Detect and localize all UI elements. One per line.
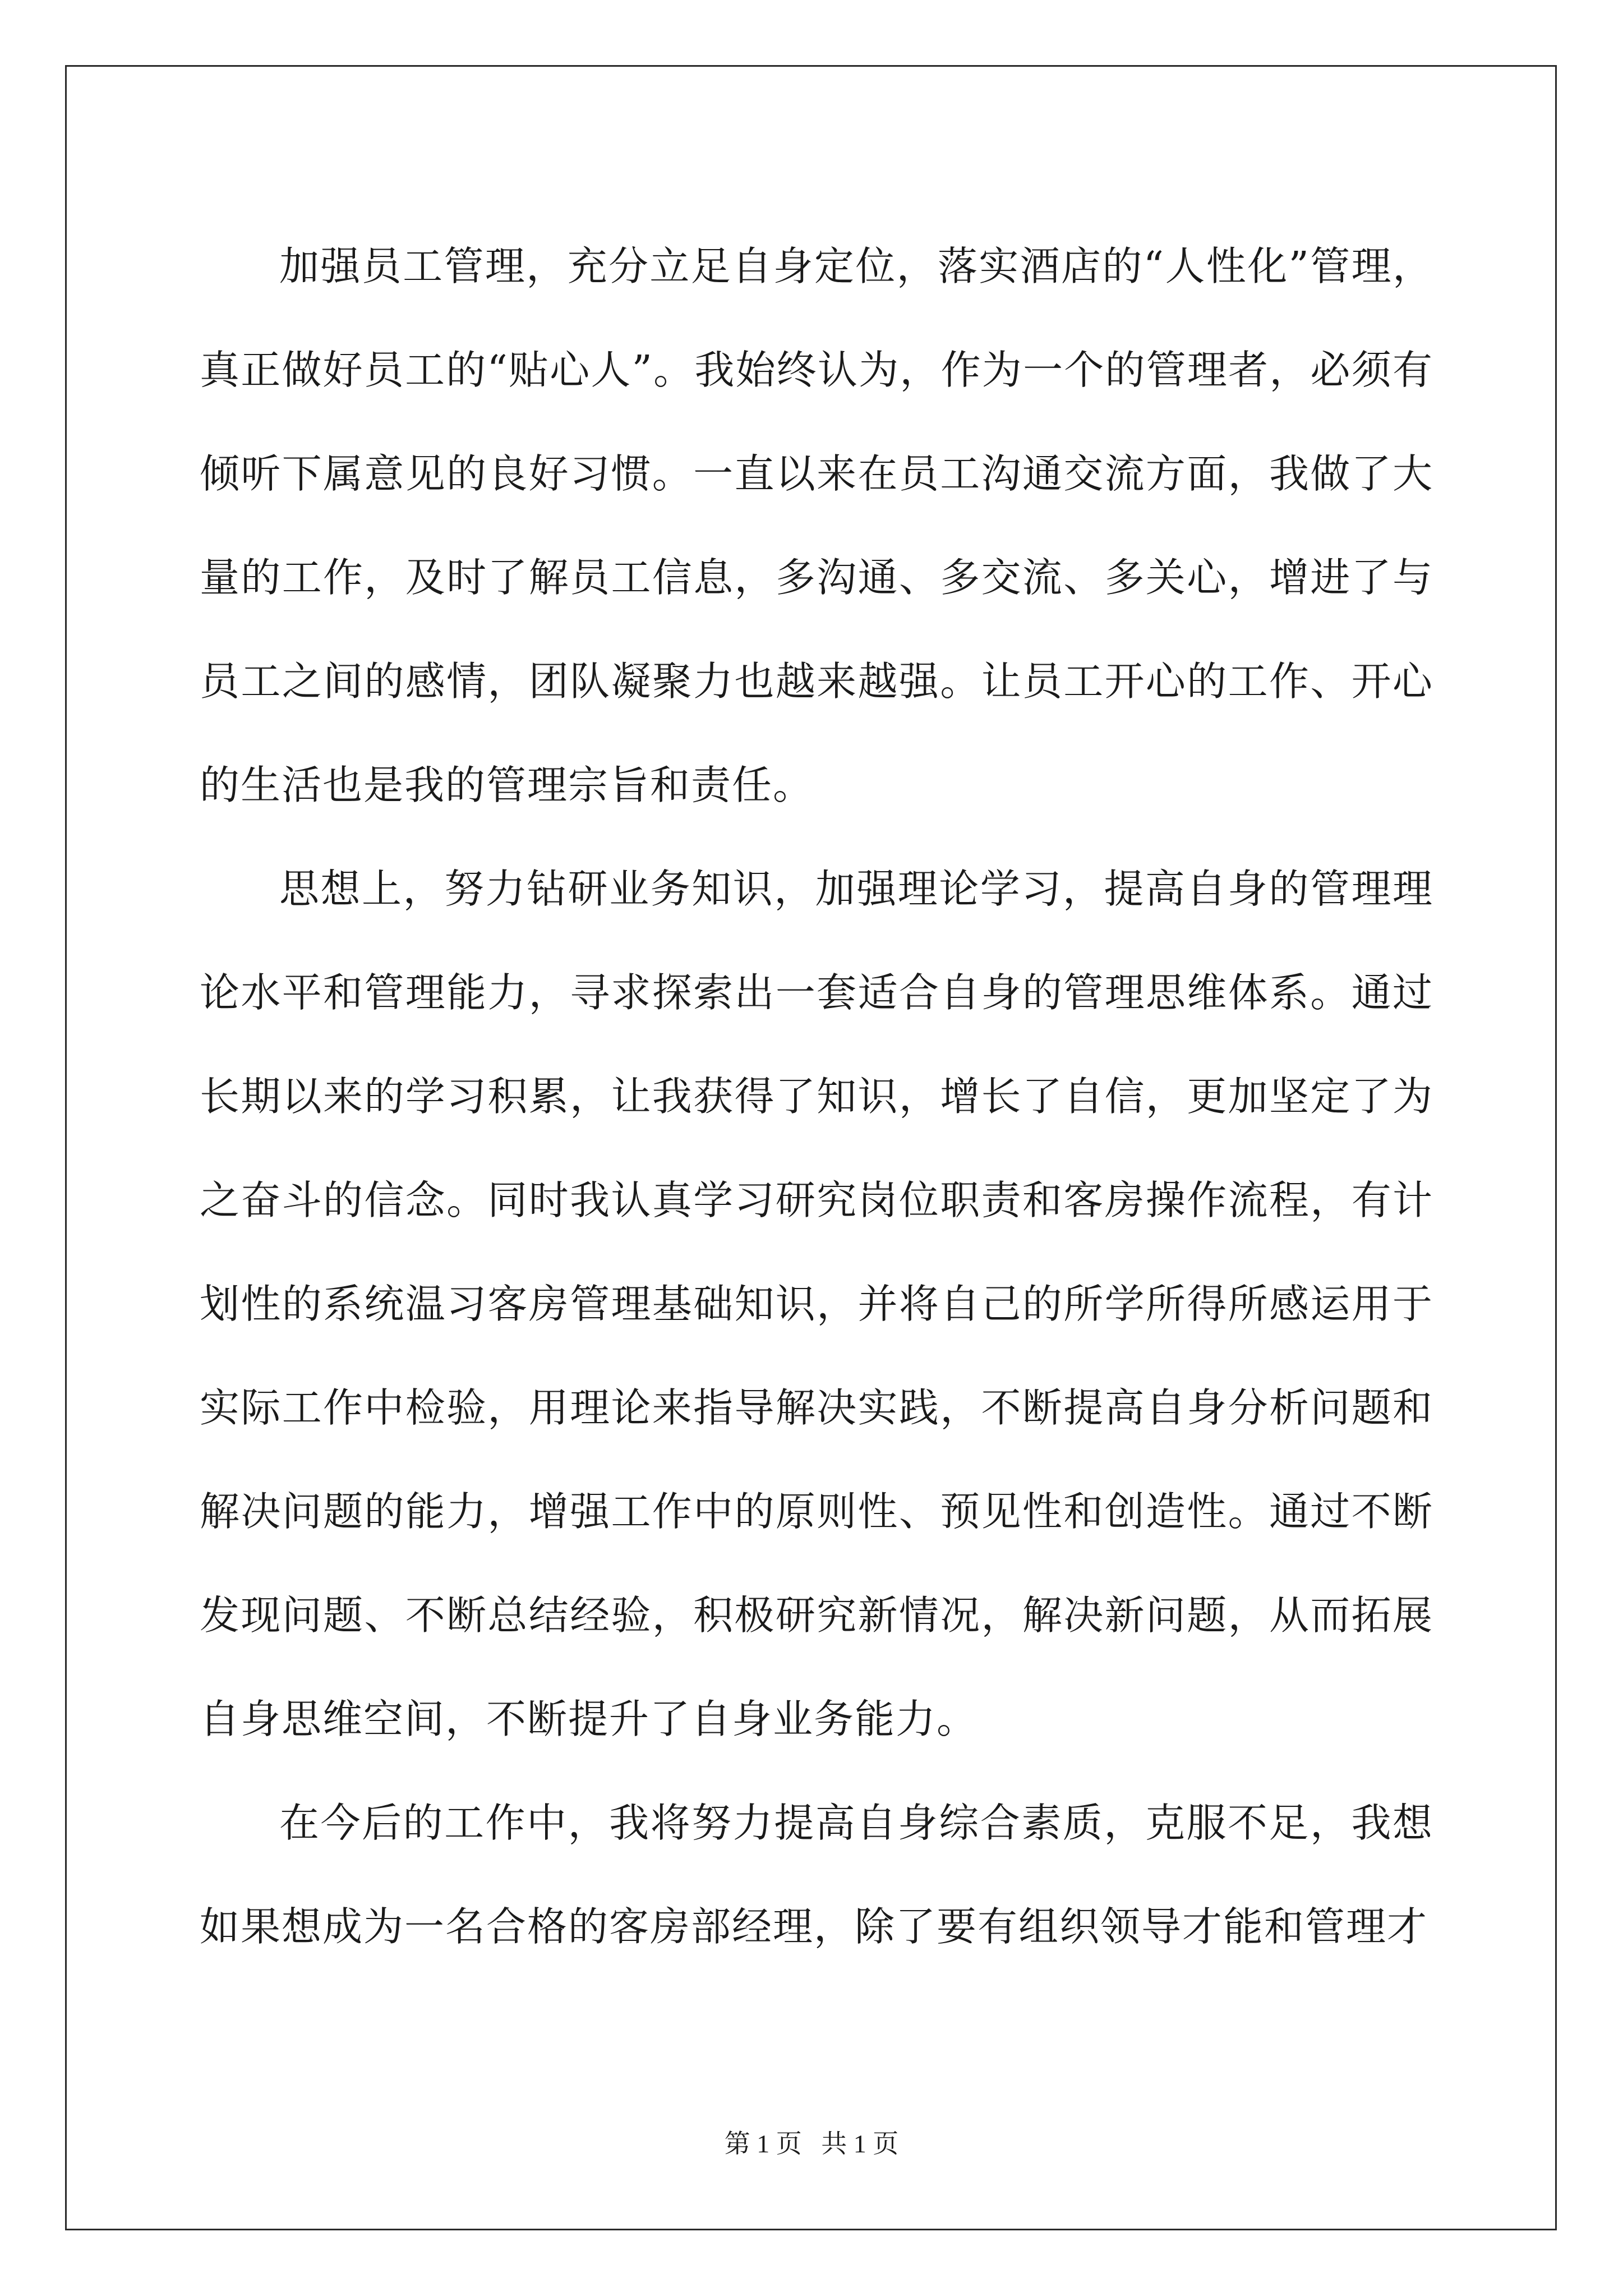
page-number-footer: 第 1 页 共 1 页: [724, 2129, 899, 2158]
paragraph-ideology-study: 思想上，努力钻研业务知识，加强理论学习，提高自身的管理理论水平和管理能力，寻求探索出一套适合自身的管理思维体系。通过长期以来的学习积累，让我获得了知识，增长了自信，更加坚定了为之奋斗的信念。同时我认真学习研究岗位职责和客房操作流程，有计划性的系统温习客房管理基础知识，并将自己的所学所得所感运用于实际工作中检验，用理论来指导解决实践，不断提高自身分析问题和解决问题的能力，增强工作中的原则性、预见性和创造性。通过不断发现问题、不断总结经验，积极研究新情况，解决新问题，从而拓展自身思维空间，不断提升了自身业务能力。: [200, 866, 1433, 1742]
paragraph-staff-management: 加强员工管理，充分立足自身定位，落实酒店的“人性化”管理，真正做好员工的“贴心人”。我始终认为，作为一个的管理者，必须有倾听下属意见的良好习惯。一直以来在员工沟通交流方面，我做了大量的工作，及时了解员工信息，多沟通、多交流、多关心，增进了与员工之间的感情，团队凝聚力也越来越强。让员工开心的工作、开心的生活也是我的管理宗旨和责任。: [200, 243, 1433, 808]
document-body: [200, 214, 1433, 1978]
paragraph-future-work: 在今后的工作中，我将努力提高自身综合素质，克服不足，我想如果想成为一名合格的客房部经理，除了要有组织领导才能和管理才: [200, 1800, 1433, 1950]
